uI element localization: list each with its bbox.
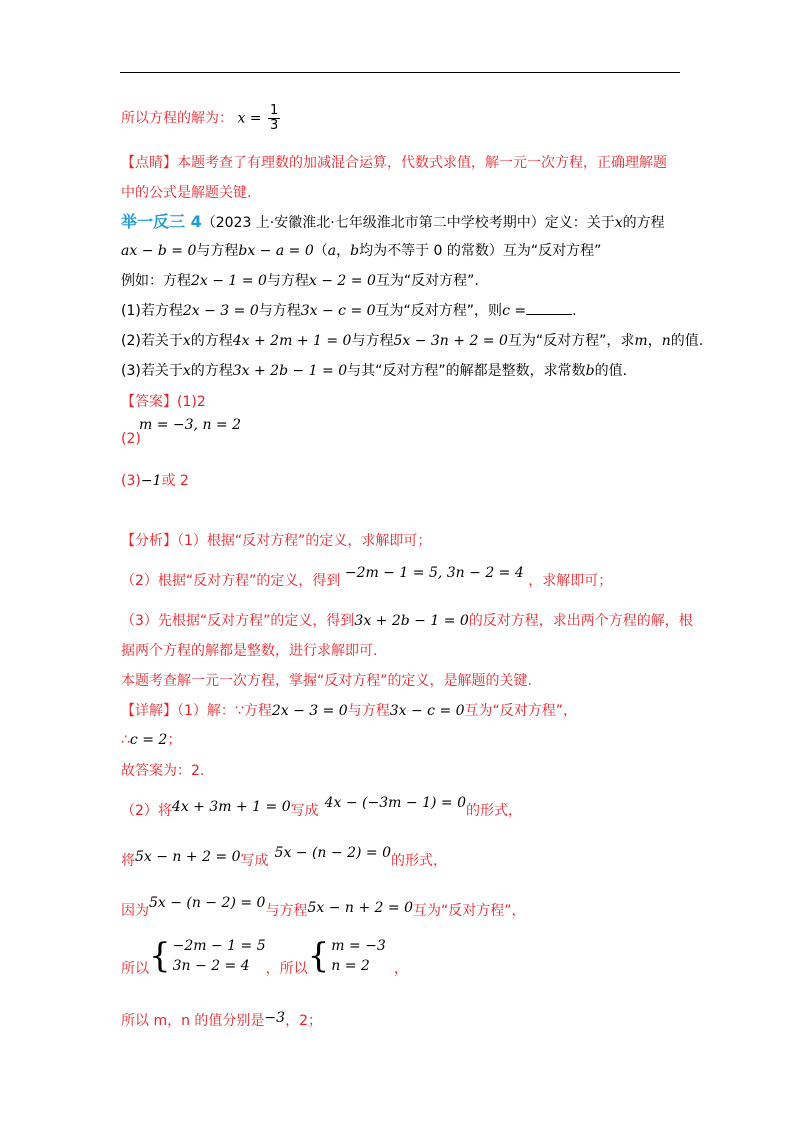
cond-b: b [350,243,360,259]
dianjing-line2: 中的公式是解题关键. [121,185,252,201]
detail-2-eq2: 4x − (−3m − 1) = 0 [324,795,466,811]
system-2-eq2: n = 2 [331,958,370,974]
analysis-p3-line2: 据两个方程的解都是整数，进行求解即可. [121,643,378,659]
q2-m: m [634,333,648,349]
analysis-p2 [121,565,613,590]
detail-5-mid: ，所以 [265,961,308,977]
q1-end: . [572,303,577,319]
fraction-numerator: 1 [269,103,279,118]
problem-header [121,209,665,232]
detail-semicolon: ； [167,732,182,748]
analysis-p3-prefix: （3）先根据“反对方程”的定义，得到 [121,613,355,629]
detail-6-val1: −3 [264,1010,286,1026]
detail-6 [121,1010,322,1030]
detail-answer: 故答案为：2. [121,763,205,779]
cond-sep: ， [336,243,351,259]
detail-1-eq2: 3x − c = 0 [389,703,465,719]
q3-b: b [585,363,595,379]
detail-6-prefix: 所以 m，n 的值分别是 [121,1013,265,1029]
detail-1-tail: 互为“反对方程”， [464,703,578,719]
answer-label: 【答案】(1)2 [121,394,206,410]
cond-a: a [327,243,337,259]
q1-eq2: 3x − c = 0 [300,303,376,319]
q2-mid2: 与方程 [351,333,394,349]
analysis-p2-math: −2m − 1 = 5, 3n − 2 = 4 [344,565,524,581]
header-rule [120,72,680,73]
detail-2-eq1: 4x + 3m + 1 = 0 [171,799,291,815]
answer-2-math: m = −3, n = 2 [139,417,241,433]
q3-end: 的值. [594,363,628,379]
detail-4-prefix: 因为 [121,903,149,919]
problem-source: （2023 上·安徽淮北·七年级淮北市第二中学校考期中）定义：关于 [201,215,615,231]
solution-lhs: x = [237,110,262,127]
detail-1 [121,700,577,720]
problem-definition [121,240,601,260]
system-2 [308,936,386,976]
q2-var: x [182,333,191,349]
detail-2-write: 写成 [290,803,319,819]
question-2 [121,330,703,350]
problem-tag: 举一反三 4 [121,212,202,231]
system-1-eq2: 3n − 2 = 4 [172,958,250,974]
answer-blank [526,302,572,315]
q2-n: n [661,333,671,349]
detail-2-prefix: （2）将 [121,803,172,819]
q1-eq1: 2x − 3 = 0 [182,303,259,319]
detail-2-tail: 的形式， [465,803,522,819]
question-1 [121,300,577,320]
left-brace-icon: { [149,936,171,976]
example-tail: 互为“反对方程”. [375,273,479,289]
q2-prefix: (2)若关于 [121,333,183,349]
detail-4-eq1: 5x − (n − 2) = 0 [149,895,266,911]
q3-tail: 与其“反对方程”的解都是整数，求常数 [347,363,586,379]
question-3 [121,360,627,380]
detail-5-prefix: 所以 [121,961,149,977]
cond-rest: 均为不等于 0 的常数）互为“反对方程” [359,243,602,259]
problem-example [121,270,479,290]
detail-5 [121,936,408,976]
analysis-p2-prefix: （2）根据“反对方程”的定义，得到 [121,573,341,589]
answer-3-tail: 或 2 [161,473,189,489]
analysis-p3-tail: 的反对方程，求出两个方程的解，根 [468,613,693,629]
example-eq2: x − 2 = 0 [308,273,376,289]
q1-c: c = [502,303,527,319]
detail-1-prefix: 【详解】（1）解：∵方程 [121,703,272,719]
definition-eq2: bx − a = 0 [238,243,314,259]
example-eq1: 2x − 1 = 0 [191,273,267,289]
analysis-summary: 本题考查解一元一次方程，掌握“反对方程”的定义，是解题的关键. [121,673,532,689]
q2-eq2: 5x − 3n + 2 = 0 [393,333,508,349]
solution-prefix: 所以方程的解为： [121,110,233,127]
q2-eq1: 4x + 2m + 1 = 0 [232,333,352,349]
q3-mid1: 的方程 [190,363,233,379]
q1-prefix: (1)若方程 [121,303,183,319]
system-1 [149,936,266,976]
detail-6-end: ； [307,1013,322,1029]
q1-tail: 互为“反对方程”，则 [375,303,503,319]
detail-5-end: ， [393,961,408,977]
q3-var: x [182,363,191,379]
solution-line [121,104,280,133]
analysis-p3 [121,610,693,630]
system-1-eq1: −2m − 1 = 5 [172,938,266,954]
definition-eq1: ax − b = 0 [121,243,197,259]
detail-c-value: c = 2 [129,732,168,748]
q2-tail: 互为“反对方程”，求 [507,333,635,349]
detail-6-val2: 2 [299,1013,308,1029]
detail-3-tail: 的形式， [390,853,447,869]
detail-6-sep: ， [285,1013,300,1029]
solution-fraction [268,104,280,133]
detail-3-prefix: 将 [121,853,135,869]
detail-4-eq2: 5x − n + 2 = 0 [307,900,413,916]
q3-eq: 3x + 2b − 1 = 0 [232,363,348,379]
answer-3-math: −1 [140,473,162,489]
example-mid: 与方程 [266,273,309,289]
system-2-eq1: m = −3 [331,938,386,954]
q3-prefix: (3)若关于 [121,363,183,379]
example-prefix: 例如：方程 [121,273,191,289]
q2-mid1: 的方程 [190,333,233,349]
detail-3-eq1: 5x − n + 2 = 0 [135,849,241,865]
answer-3-num: (3) [121,473,141,489]
fraction-denominator: 3 [269,118,279,133]
detail-4-mid: 与方程 [265,903,308,919]
detail-1-mid: 与方程 [347,703,390,719]
q2-end: 的值. [670,333,704,349]
analysis-p2-tail: ，求解即可； [528,573,613,589]
detail-3-write: 写成 [240,853,269,869]
definition-mid: 与方程 [196,243,239,259]
analysis-p1: 【分析】（1）根据“反对方程”的定义，求解即可； [121,533,432,549]
definition-var: x [614,215,623,231]
q2-sep: ， [647,333,662,349]
definition-tail: 的方程 [622,215,665,231]
analysis-p3-math: 3x + 2b − 1 = 0 [354,613,469,629]
detail-1-eq1: 2x − 3 = 0 [271,703,348,719]
detail-3-eq2: 5x − (n − 2) = 0 [274,845,391,861]
left-brace-icon: { [307,936,330,976]
therefore-symbol: ∴ [121,732,130,748]
detail-3 [121,845,447,870]
detail-4-tail: 互为“反对方程”， [412,903,526,919]
answer-2-num: (2) [121,431,141,447]
detail-2 [121,795,522,820]
dianjing-line1: 【点睛】本题考查了有理数的加减混合运算，代数式求值，解一元一次方程，正确理解题 [121,155,667,171]
detail-4 [121,895,526,920]
cond-open: （ [313,243,328,259]
q1-mid: 与方程 [258,303,301,319]
detail-therefore-line [121,729,181,749]
answer-3 [121,470,189,490]
